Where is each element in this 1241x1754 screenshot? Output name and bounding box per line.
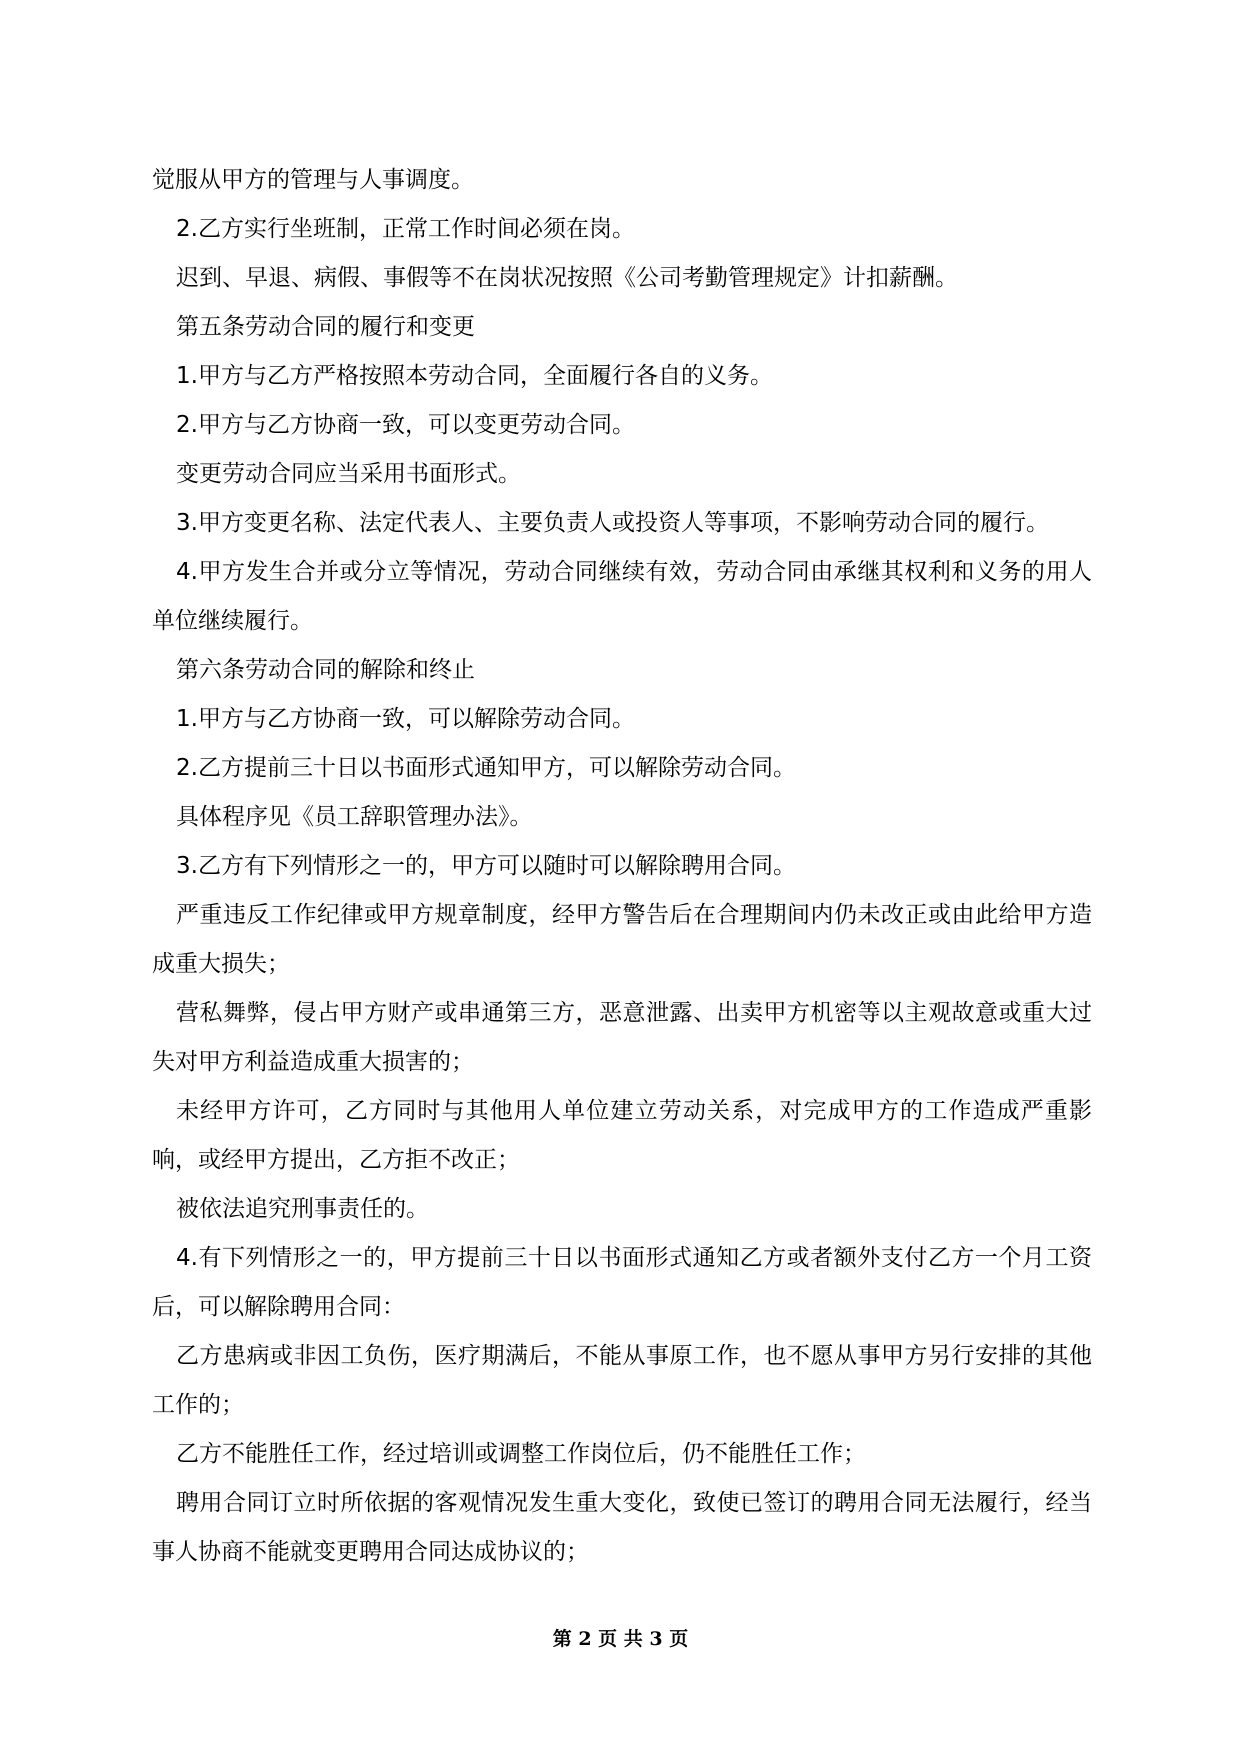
paragraph: 乙方不能胜任工作，经过培训或调整工作岗位后，仍不能胜任工作；	[176, 1441, 866, 1467]
paragraph: 被依法追究刑事责任的。	[176, 1196, 429, 1222]
paragraph: 迟到、早退、病假、事假等不在岗状况按照《公司考勤管理规定》计扣薪酬。	[176, 265, 958, 291]
paragraph: 3.甲方变更名称、法定代表人、主要负责人或投资人等事项，不影响劳动合同的履行。	[176, 510, 1049, 536]
paragraph: 2.乙方实行坐班制，正常工作时间必须在岗。	[176, 216, 635, 242]
page-number-footer: 第 2 页 共 3 页	[552, 1628, 689, 1650]
paragraph: 1.甲方与乙方协商一致，可以解除劳动合同。	[176, 706, 635, 732]
paragraph: 未经甲方许可，乙方同时与其他用人单位建立劳动关系，对完成甲方的工作造成严重影响，或经甲方提出，乙方拒不改正；	[152, 1098, 1092, 1173]
paragraph: 严重违反工作纪律或甲方规章制度，经甲方警告后在合理期间内仍未改正或由此给甲方造成重大损失；	[152, 902, 1092, 977]
paragraph: 具体程序见《员工辞职管理办法》。	[176, 804, 533, 830]
section-heading: 第六条劳动合同的解除和终止	[176, 657, 475, 683]
paragraph: 觉服从甲方的管理与人事调度。	[152, 167, 474, 193]
paragraph: 2.乙方提前三十日以书面形式通知甲方，可以解除劳动合同。	[176, 755, 796, 781]
paragraph: 4.有下列情形之一的，甲方提前三十日以书面形式通知乙方或者额外支付乙方一个月工资后，可以解除聘用合同：	[152, 1245, 1092, 1320]
paragraph: 变更劳动合同应当采用书面形式。	[176, 461, 521, 487]
paragraph: 2.甲方与乙方协商一致，可以变更劳动合同。	[176, 412, 635, 438]
paragraph: 营私舞弊，侵占甲方财产或串通第三方，恶意泄露、出卖甲方机密等以主观故意或重大过失对甲方利益造成重大损害的；	[152, 1000, 1092, 1075]
paragraph: 乙方患病或非因工负伤，医疗期满后，不能从事原工作，也不愿从事甲方另行安排的其他工作的；	[152, 1343, 1092, 1418]
section-heading: 第五条劳动合同的履行和变更	[176, 314, 475, 340]
paragraph: 聘用合同订立时所依据的客观情况发生重大变化，致使已签订的聘用合同无法履行，经当事人协商不能就变更聘用合同达成协议的；	[152, 1490, 1092, 1565]
paragraph: 4.甲方发生合并或分立等情况，劳动合同继续有效，劳动合同由承继其权利和义务的用人单位继续履行。	[152, 559, 1092, 634]
paragraph: 3.乙方有下列情形之一的，甲方可以随时可以解除聘用合同。	[176, 853, 796, 879]
document-body	[152, 156, 1092, 1577]
paragraph: 1.甲方与乙方严格按照本劳动合同，全面履行各自的义务。	[176, 363, 773, 389]
